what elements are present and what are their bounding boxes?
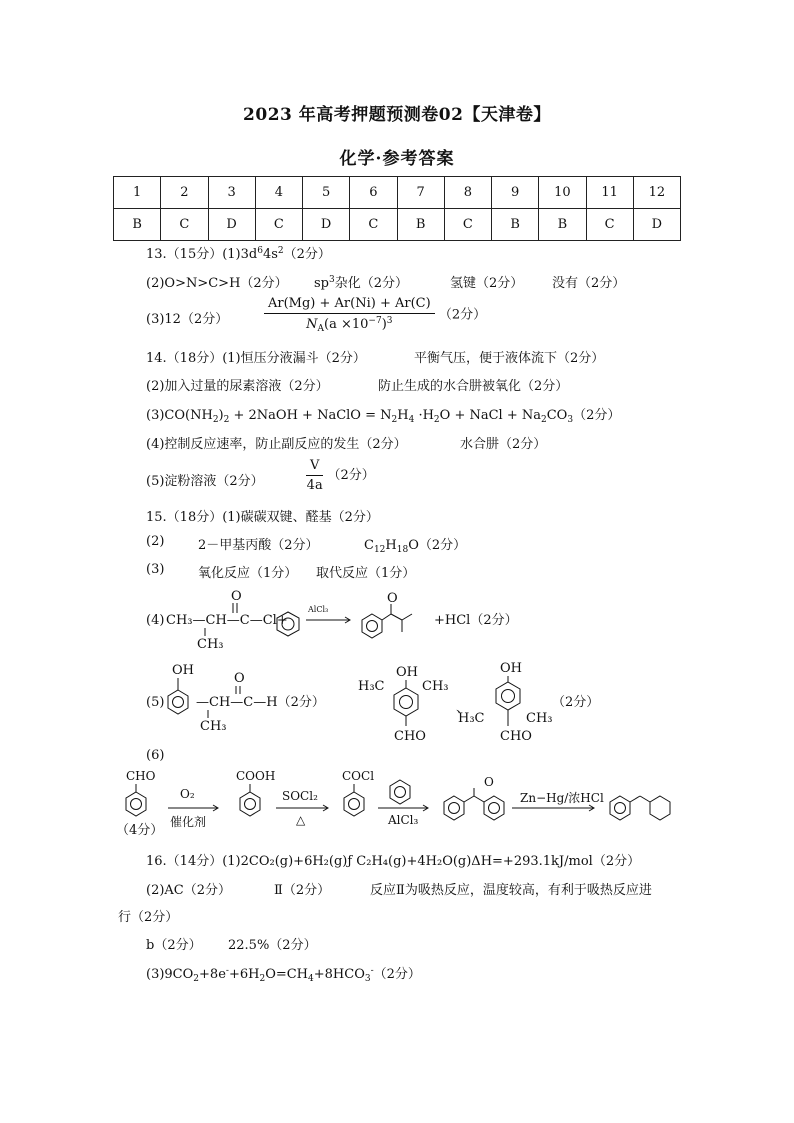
catalyst-label: AlCl₃ (308, 605, 329, 614)
benzoyl-chloride-aromatic (349, 799, 360, 810)
isomer1-ring-icon (394, 688, 418, 716)
answer-cell: C (350, 209, 397, 241)
alkyl-bond-2 (402, 614, 412, 620)
isomer2-aldehyde: CHO (500, 729, 532, 744)
question-number-cell: 9 (492, 177, 539, 209)
q16-eq-1: (3)9CO (146, 967, 194, 982)
q14-eq-3: + 2NaOH + NaClO = N (229, 408, 392, 423)
isomer2-hydroxyl: OH (500, 661, 522, 676)
q13-line2a: (2)O>N>C>H（2分） (146, 276, 288, 291)
q16-eq-5: +8HCO (313, 967, 365, 982)
page-title: 2023 年高考押题预测卷02【天津卷】 (243, 105, 551, 125)
benzophenone-oxygen: O (484, 775, 494, 789)
q15-reaction-4 (140, 582, 660, 658)
q15-p5-score: （2分） (552, 695, 600, 710)
answer-cell: C (161, 209, 208, 241)
q13-line2b (314, 272, 408, 291)
formula-h: H (385, 538, 397, 553)
q16-eq-sp1: - (225, 966, 229, 976)
q16-line4b: 22.5%（2分） (228, 938, 317, 953)
q15-line2a: 2－甲基丙酸（2分） (198, 538, 319, 553)
formula-c: C (364, 538, 374, 553)
isomer1-methyl-left: H₃C (358, 679, 385, 694)
v-over-4a-fraction (306, 458, 323, 493)
benzophenone-bond1 (464, 796, 474, 802)
isomer1-hydroxyl: OH (396, 665, 418, 680)
q14-eq-s5: 2 (433, 415, 440, 425)
den-body: (a ×10 (324, 317, 369, 332)
phenol-ring-icon (168, 690, 188, 714)
q14-line1a: 14.（18分）(1)恒压分液漏斗（2分） (146, 351, 366, 366)
acyl-chloride-methyl: CH₃ (197, 637, 224, 652)
q14-eq-s3: 2 (391, 415, 398, 425)
den-close: ) (381, 317, 387, 332)
q14-eq-s7: 3 (567, 415, 574, 425)
q13-p1-sup1: 6 (257, 246, 263, 256)
isomer2-ring-icon (496, 682, 520, 710)
q14-eq-1: (3)CO(NH (146, 408, 213, 423)
q16-eq-4: O=CH (265, 967, 309, 982)
question-number-cell: 2 (161, 177, 208, 209)
q16-line2c: 反应Ⅱ为吸热反应，温度较高，有利于吸热反应进 (370, 883, 652, 898)
density-fraction (264, 296, 435, 334)
4a-denominator: 4a (306, 478, 323, 493)
q15-structures-5 (140, 660, 660, 748)
q16-eq-s2: 2 (259, 974, 266, 984)
q13-line3-label: (3)12（2分） (146, 312, 229, 327)
acyl-chloride-formula: CH₃—CH—C—Cl+ (166, 613, 288, 628)
product-benzene-icon (610, 796, 630, 820)
answer-cell: D (208, 209, 255, 241)
q14-line3 (146, 404, 620, 425)
table-row-answers (114, 209, 681, 241)
q13-p1-mid: 4s (262, 247, 278, 262)
step3-benzene-aromatic (395, 787, 406, 798)
question-number-cell: 5 (303, 177, 350, 209)
benzoic-acid-aromatic (245, 799, 256, 810)
q16-line3: 行（2分） (118, 910, 179, 925)
q13-p1-label: (1)3d (222, 247, 258, 262)
q14-eq-s1: 2 (212, 415, 219, 425)
answer-cell: B (492, 209, 539, 241)
q13-p2b-sup: 3 (329, 275, 335, 285)
benzophenone-ring1-aromatic (449, 803, 460, 814)
q13-fraction (264, 296, 486, 334)
table-row-numbers (114, 177, 681, 209)
q16-eq-s3: 4 (308, 974, 314, 984)
den-na-sub: A (317, 324, 325, 334)
isomer2-methyl-right: CH₃ (526, 711, 553, 726)
answer-key-table (113, 176, 681, 241)
isomer1-aldehyde: CHO (394, 729, 426, 744)
hydroxyl-label: OH (172, 663, 194, 678)
product-tail: +HCl（2分） (434, 613, 518, 628)
benzoyl-chloride-ring-icon (344, 792, 364, 816)
q14-line2b: 防止生成的水合肼被氧化（2分） (378, 379, 569, 394)
question-number-cell: 6 (350, 177, 397, 209)
q13-p3-score: （2分） (438, 307, 487, 323)
q16-eq-3: +6H (228, 967, 260, 982)
v-numerator: V (306, 458, 323, 476)
q16-line5 (146, 963, 421, 984)
answer-cell: D (633, 209, 680, 241)
formula-c-sub: 12 (373, 545, 386, 555)
q16-eq-s1: 2 (193, 974, 200, 984)
q15-line3a: 氧化反应（1分） (198, 566, 298, 581)
q13-p2b-post: 杂化（2分） (334, 276, 409, 291)
ketone-oxygen: O (387, 591, 398, 606)
benzaldehyde-ring-icon (126, 792, 146, 816)
q14-line1b: 平衡气压，便于液体流下（2分） (414, 351, 605, 366)
answer-cell: D (303, 209, 350, 241)
answer-cell: C (255, 209, 302, 241)
q14-eq-6: O + NaCl + Na (439, 408, 541, 423)
q15-p5-label: (5) (146, 695, 165, 710)
q14-eq-2: ) (218, 408, 224, 423)
q16-line4a: b（2分） (146, 938, 202, 953)
step1-reagent: O₂ (180, 787, 195, 801)
question-number-cell: 11 (586, 177, 633, 209)
q13-p1-sup2: 2 (277, 246, 284, 256)
alkyl-bond-1 (391, 614, 402, 620)
answer-cell: C (444, 209, 491, 241)
question-number-cell: 1 (114, 177, 161, 209)
q14-eq-5: ·H (414, 408, 434, 423)
step4-reagent: Zn−Hg/浓HCl (520, 791, 604, 805)
q14-eq-score: （2分） (573, 408, 621, 423)
answer-cell: C (586, 209, 633, 241)
q14-line4b: 水合肼（2分） (460, 437, 547, 452)
step2-reagent: SOCl₂ (282, 789, 318, 803)
benzaldehyde-aromatic (131, 799, 142, 810)
q14-line5b (306, 458, 375, 493)
answer-cell: B (397, 209, 444, 241)
phenol-ring-aromatic (173, 697, 184, 708)
q15-line1: 15.（18分）(1)碳碳双键、醛基（2分） (146, 510, 379, 525)
fraction-denominator (264, 314, 435, 334)
q16-eq-2: +8e (199, 967, 226, 982)
question-number-cell: 7 (397, 177, 444, 209)
benzophenone-ring2-aromatic (489, 803, 500, 814)
q14-eq-s6: 2 (540, 415, 547, 425)
q13-line2c: 氢键（2分） (450, 276, 524, 291)
q15-line3b: 取代反应（1分） (316, 566, 416, 581)
question-number-cell: 8 (444, 177, 491, 209)
benzophenone-ring1-icon (444, 796, 464, 820)
q14-l5-score: （2分） (327, 468, 375, 483)
q13-line2d: 没有（2分） (552, 276, 626, 291)
q16-eq-sp2: - (370, 966, 374, 976)
phenyl-ring-aromatic (367, 621, 378, 632)
den-exp: −7 (368, 316, 382, 326)
product-cyclohexane-icon (650, 796, 670, 820)
benzaldehyde-cho: CHO (126, 769, 156, 783)
question-number-cell: 3 (208, 177, 255, 209)
q15-line2b (364, 534, 466, 555)
q16-eq-score: （2分） (373, 967, 421, 982)
q15-p4-label: (4) (146, 613, 165, 628)
q14-eq-s4: 4 (408, 415, 415, 425)
q14-eq-4: H (397, 408, 409, 423)
q16-line1: 16.（14分）(1)2CO₂(g)+6H₂(g)ƒ C₂H₄(g)+4H₂O(g)ΔH=+293.1kJ/mol（2分） (146, 854, 641, 869)
page-subtitle: 化学·参考答案 (339, 149, 455, 169)
aldehyde-chain: —CH—C—H（2分） (196, 695, 325, 710)
benzophenone-bond2 (474, 796, 484, 802)
q16-eq-s4: 3 (364, 974, 371, 984)
q14-eq-7: CO (546, 408, 568, 423)
q14-line5a: (5)淀粉溶液（2分） (146, 474, 264, 489)
benzophenone-ring2-icon (484, 796, 504, 820)
acyl-chloride-oxygen: O (231, 589, 242, 604)
step3-benzene-icon (390, 780, 410, 804)
isomer1-methyl-right: CH₃ (422, 679, 449, 694)
q16-line2a: (2)AC（2分） (146, 883, 232, 898)
benzoyl-chloride-cocl: COCl (342, 769, 375, 783)
question-number-cell: 12 (633, 177, 680, 209)
step3-catalyst: AlCl₃ (388, 813, 419, 827)
aldehyde-methyl: CH₃ (200, 719, 227, 734)
den-cube: 3 (386, 316, 393, 326)
q13-p2b-pre: sp (314, 276, 329, 291)
phenyl-ring-icon (362, 614, 382, 638)
isomer2-ring-aromatic (502, 690, 515, 703)
isomer2-methyl-left: H₃C (458, 711, 485, 726)
q14-eq-s2: 2 (223, 415, 230, 425)
den-na: N (306, 317, 318, 332)
benzoic-acid-ring-icon (240, 792, 260, 816)
formula-o: O（2分） (408, 538, 467, 553)
question-number-cell: 4 (255, 177, 302, 209)
step2-condition: △ (296, 813, 306, 827)
q16-line2b: Ⅱ（2分） (274, 883, 331, 898)
answer-cell: B (114, 209, 161, 241)
product-benzene-aromatic (615, 803, 626, 814)
q14-line4a: (4)控制反应速率，防止副反应的发生（2分） (146, 437, 407, 452)
benzoic-acid-cooh: COOH (236, 769, 276, 783)
ketone-bond (382, 614, 391, 620)
formula-h-sub: 18 (396, 545, 409, 555)
q13-line1 (146, 243, 331, 262)
q14-line2a: (2)加入过量的尿素溶液（2分） (146, 379, 329, 394)
answer-cell: B (539, 209, 586, 241)
q13-p1-score: （2分） (283, 247, 331, 262)
q15-p6-label: (6) (146, 748, 165, 763)
q15-line2-label: (2) (146, 534, 165, 549)
aldehyde-oxygen: O (234, 671, 245, 686)
q15-p6-score: （4分） (116, 823, 164, 838)
step1-condition: 催化剂 (170, 815, 207, 829)
question-number-cell: 10 (539, 177, 586, 209)
product-ch2-bond2 (640, 796, 650, 802)
q13-head: 13.（15分） (146, 247, 223, 262)
fraction-numerator: Ar(Mg) + Ar(Ni) + Ar(C) (264, 296, 435, 314)
isomer-separator: 、 (456, 701, 470, 716)
product-ch2-bond1 (630, 796, 640, 802)
q15-synthesis-route (114, 766, 694, 842)
q15-line3-label: (3) (146, 562, 165, 577)
isomer1-ring-aromatic (400, 696, 413, 709)
